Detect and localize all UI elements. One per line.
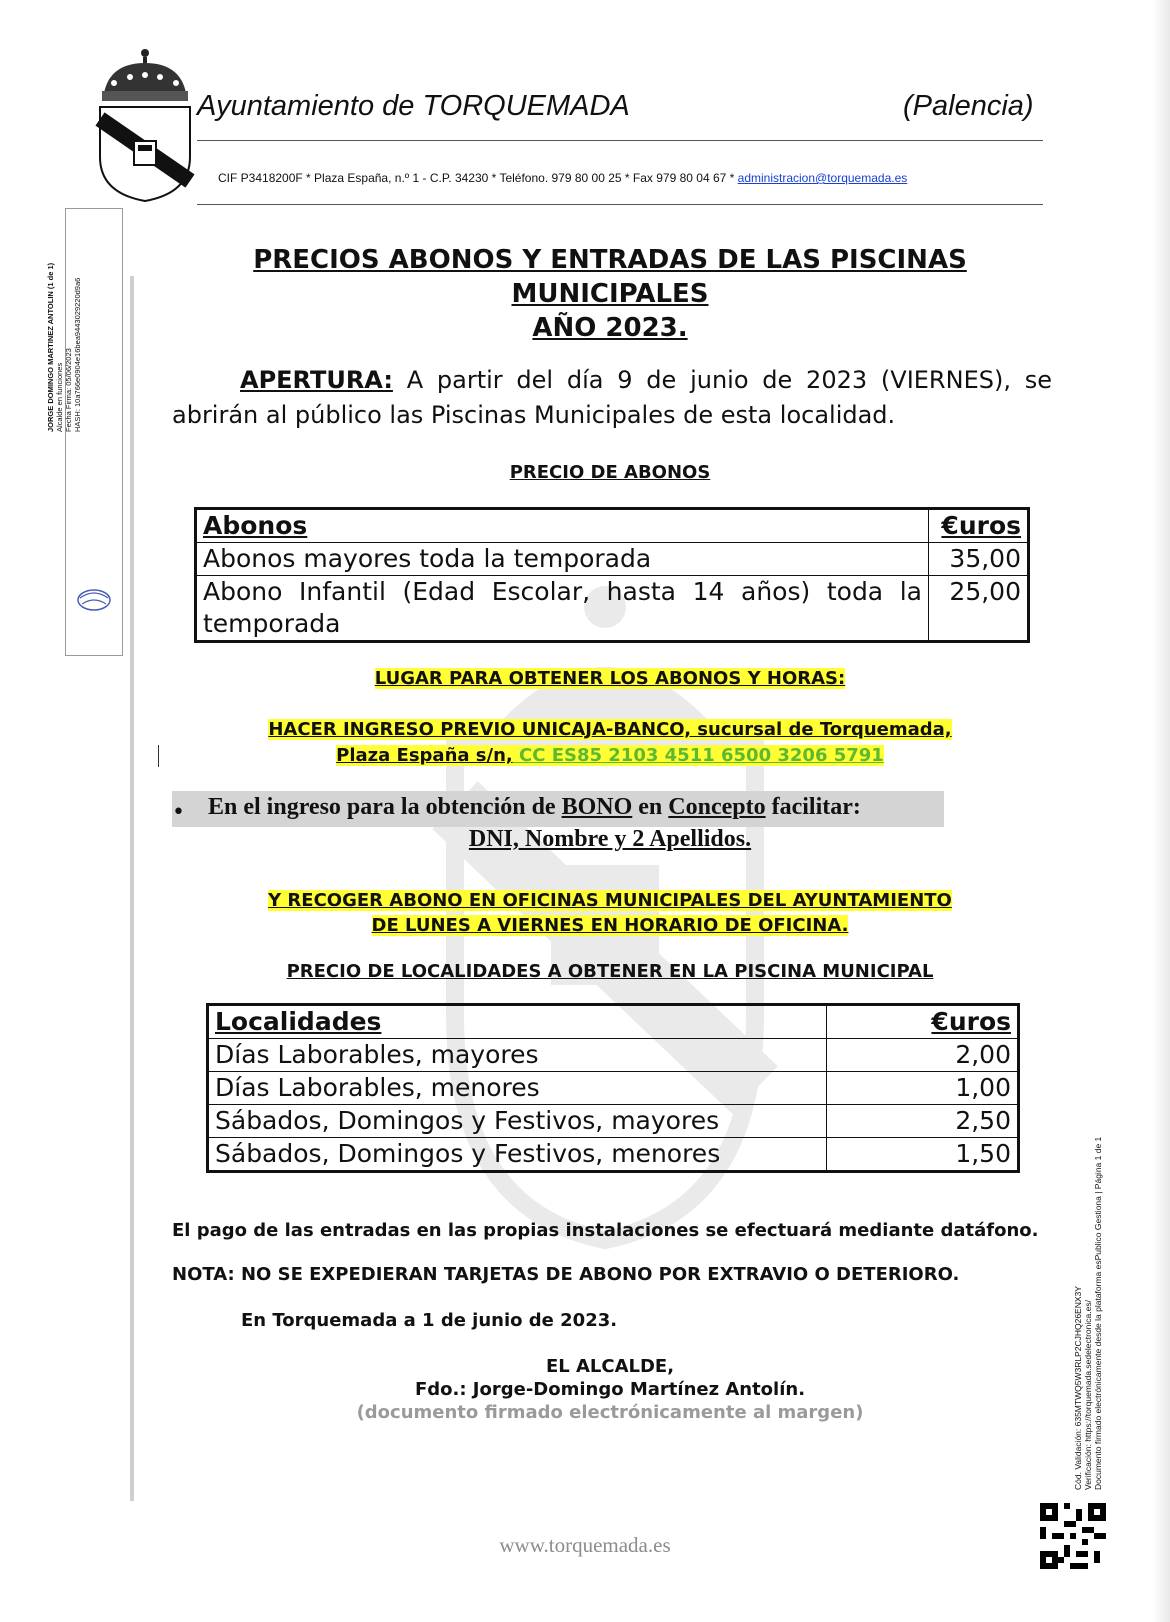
verification-url[interactable]: Verificación: https://torquemada.sedelectronica.es/ <box>1083 1300 1093 1490</box>
abono-description: Abonos mayores toda la temporada <box>196 543 929 576</box>
localidades-col-header: Localidades <box>208 1005 827 1039</box>
signer-name: JORGE DOMINGO MARTINEZ ANTOLIN (1 de 1) <box>46 262 55 432</box>
bullet-text-bono: BONO <box>561 794 633 820</box>
localidad-price: 2,50 <box>827 1105 1019 1138</box>
table-row <box>208 1039 1019 1072</box>
abonos-table <box>194 507 1030 643</box>
table-row <box>196 543 1029 576</box>
contact-info <box>218 171 907 185</box>
platform-note: Documento firmado electrónicamente desde la plataforma esPublico Gestiona | Página 1 de 1 <box>1093 1136 1103 1490</box>
localidades-table <box>206 1003 1020 1173</box>
card-loss-note: NOTA: NO SE EXPEDIERAN TARJETAS DE ABONO POR EXTRAVIO O DETERIORO. <box>172 1264 960 1285</box>
localidad-description: Sábados, Domingos y Festivos, menores <box>208 1138 827 1172</box>
localidad-description: Días Laborables, menores <box>208 1072 827 1105</box>
payment-line-1: HACER INGRESO PREVIO UNICAJA-BANCO, sucursal de Torquemada, <box>268 719 952 740</box>
pickup-line-1: Y RECOGER ABONO EN OFICINAS MUNICIPALES DEL AYUNTAMIENTO <box>268 890 952 911</box>
bank-account-number: CC ES85 2103 4511 6500 3206 5791 <box>512 745 884 766</box>
payment-instructions <box>160 717 1060 769</box>
title-line-3: AÑO 2023. <box>532 313 688 343</box>
lugar-heading-text: LUGAR PARA OBTENER LOS ABONOS Y HORAS: <box>374 668 846 689</box>
table-header-row <box>196 509 1029 543</box>
table-row <box>196 576 1029 642</box>
localidad-price: 1,00 <box>827 1072 1019 1105</box>
opening-paragraph <box>172 363 1052 433</box>
municipality-title: Ayuntamiento de TORQUEMADA <box>197 90 630 122</box>
margin-line <box>130 276 134 1501</box>
signer-role: Alcalde en funciones <box>55 362 64 432</box>
lugar-heading <box>160 668 1060 689</box>
signer-full-name: Fdo.: Jorge-Domingo Martínez Antolín. <box>414 1379 806 1400</box>
euros-col-header: €uros <box>929 509 1029 543</box>
localidad-description: Días Laborables, mayores <box>208 1039 827 1072</box>
title-line-1: PRECIOS ABONOS Y ENTRADAS DE LAS PISCINAS <box>253 245 967 275</box>
title-line-2: MUNICIPALES <box>511 279 709 309</box>
torquemada-crest-logo <box>90 45 200 205</box>
pickup-instructions <box>160 888 1060 938</box>
localidad-price: 1,50 <box>827 1138 1019 1172</box>
abono-price: 35,00 <box>929 543 1029 576</box>
signature-metadata <box>46 222 82 432</box>
payment-note: El pago de las entradas en las propias instalaciones se efectuará mediante datáfono. <box>172 1220 1039 1241</box>
electronic-signature-note: (documento firmado electrónicamente al margen) <box>356 1402 864 1423</box>
table-row <box>208 1138 1019 1172</box>
signature-date: Fecha Firma: 05/06/2023 <box>64 348 73 432</box>
table-row <box>208 1105 1019 1138</box>
header-divider-top <box>197 140 1043 141</box>
abonos-heading <box>160 462 1060 483</box>
localidad-description: Sábados, Domingos y Festivos, mayores <box>208 1105 827 1138</box>
bullet-text-2: en <box>632 794 669 820</box>
email-link[interactable]: administracion@torquemada.es <box>737 171 908 185</box>
pickup-line-2: DE LUNES A VIERNES EN HORARIO DE OFICINA. <box>371 915 849 936</box>
table-row <box>208 1072 1019 1105</box>
payment-address: Plaza España s/n, <box>336 745 513 766</box>
contact-details: CIF P3418200F * Plaza España, n.º 1 - C.P. 34230 * Teléfono. 979 80 00 25 * Fax 979 80 04 67 * <box>218 171 735 185</box>
page-edge-shadow <box>1152 0 1170 1622</box>
abono-price: 25,00 <box>929 576 1029 642</box>
required-data-text: DNI, Nombre y 2 Apellidos. <box>468 826 752 852</box>
bullet-icon: • <box>172 800 185 825</box>
euros-col-header: €uros <box>827 1005 1019 1039</box>
bullet-text-concepto: Concepto <box>668 794 766 820</box>
bullet-text-3: facilitar: <box>765 794 861 820</box>
province-label: (Palencia) <box>903 90 1034 122</box>
table-header-row <box>208 1005 1019 1039</box>
localidad-price: 2,00 <box>827 1039 1019 1072</box>
signer-role-title: EL ALCALDE, <box>545 1356 675 1377</box>
bullet-instruction <box>208 794 861 821</box>
website-footer[interactable]: www.torquemada.es <box>499 1533 671 1557</box>
opening-text: A partir del día 9 de junio de 2023 (VIERNES), se abrirán al público las Piscinas Municipales de esta localidad. <box>172 366 1052 429</box>
signature-block <box>160 1355 1060 1424</box>
localidades-heading <box>160 961 1060 982</box>
document-title <box>160 243 1060 345</box>
place-date: En Torquemada a 1 de junio de 2023. <box>241 1310 618 1331</box>
signature-stamp-icon <box>74 584 114 614</box>
signature-hash: HASH: 10a766e0904e16bea9443029220d9a6 <box>73 277 82 432</box>
validation-metadata <box>1073 1010 1103 1490</box>
validation-code: Cód. Validación: 635MTWQ5W3RLP2CJHQ26ENX3Y <box>1073 1286 1083 1490</box>
header-divider-bottom <box>197 204 1043 205</box>
opening-label: APERTURA: <box>240 366 393 394</box>
localidades-heading-text: PRECIO DE LOCALIDADES A OBTENER EN LA PISCINA MUNICIPAL <box>286 961 934 982</box>
abonos-heading-text: PRECIO DE ABONOS <box>509 462 711 483</box>
bullet-required-data <box>160 826 1060 853</box>
bullet-text-1: En el ingreso para la obtención de <box>208 794 562 820</box>
text-cursor <box>158 745 159 767</box>
abonos-col-header: Abonos <box>196 509 929 543</box>
abono-description: Abono Infantil (Edad Escolar, hasta 14 años) toda la temporada <box>196 576 929 642</box>
